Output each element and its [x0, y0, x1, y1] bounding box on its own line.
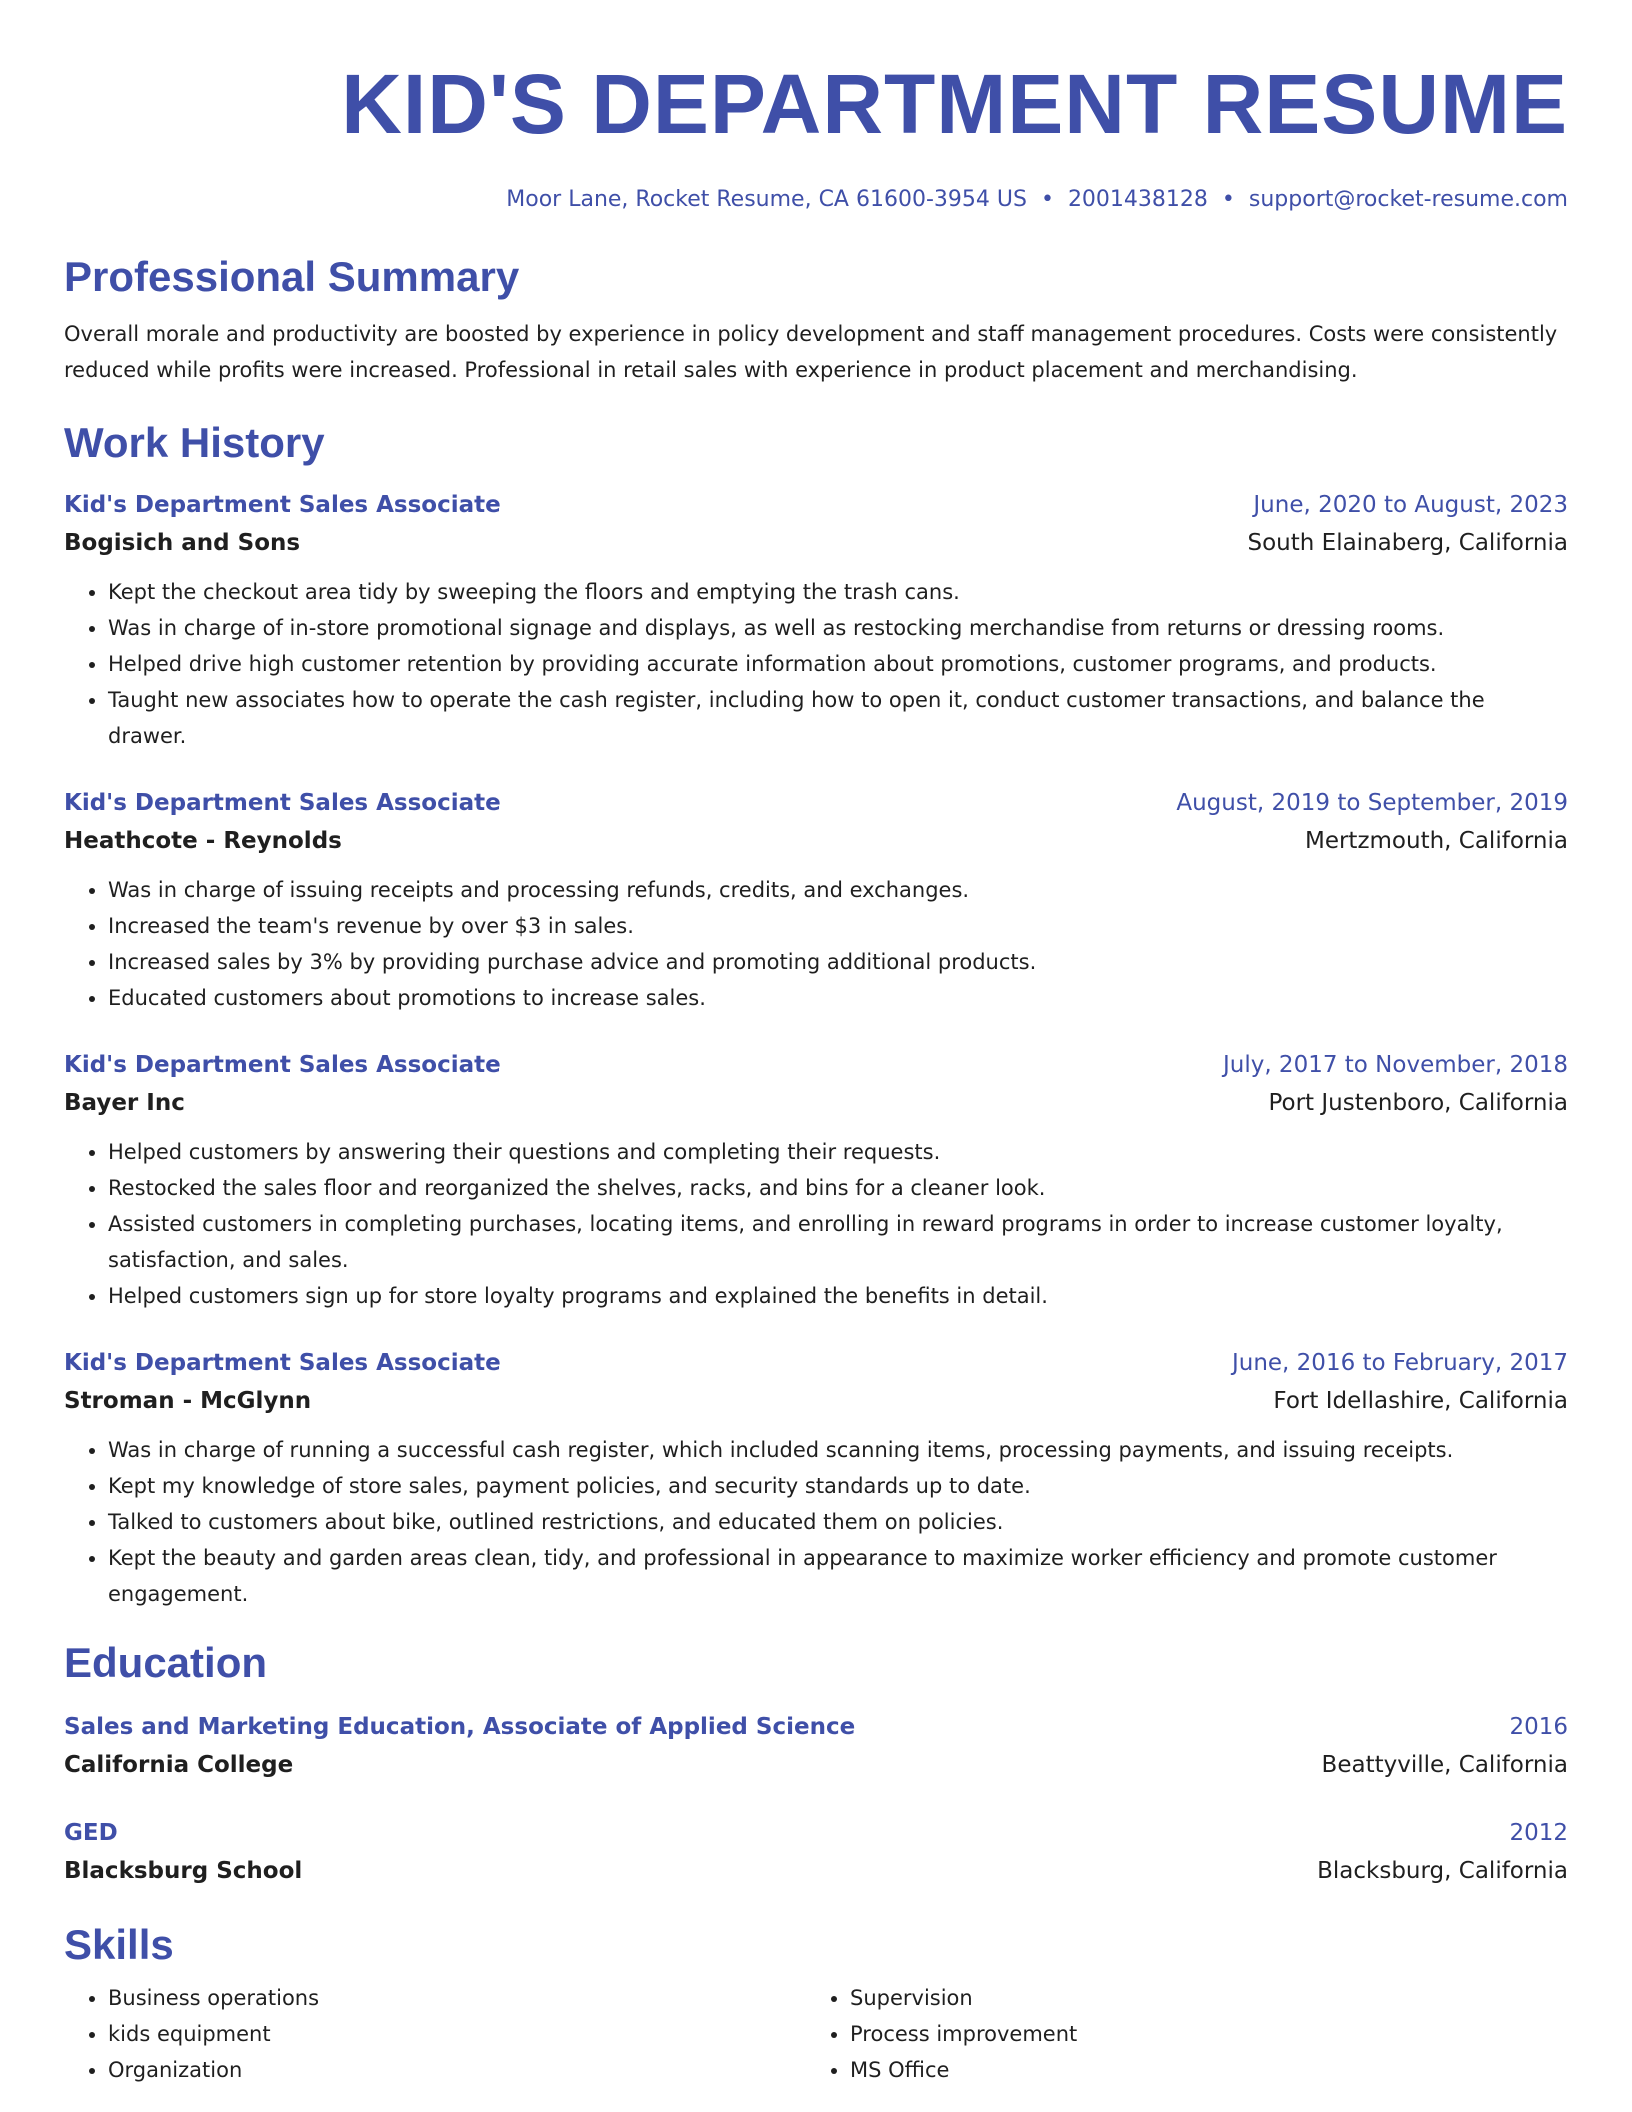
skill-item: • kids equipment [108, 2016, 806, 2052]
job-bullet: • Helped customers sign up for store loyalty programs and explained the benefits in detail. [108, 1278, 1568, 1314]
job-bullet: • Was in charge of running a successful cash register, which included scanning items, processing payments, and issuing receipts. [108, 1432, 1568, 1468]
summary-heading: Professional Summary [64, 253, 520, 300]
skill-item: • MS Office [850, 2052, 1548, 2088]
job-bullet: • Was in charge of in-store promotional signage and displays, as well as restocking merchandise from returns or dressing rooms. [108, 610, 1568, 646]
education-school: Blacksburg School [64, 1858, 303, 1884]
contact-line [64, 186, 1568, 214]
job-role: Kid's Department Sales Associate [64, 790, 501, 816]
job-bullet: • Helped drive high customer retention by providing accurate information about promotions, customer programs, and products. [108, 646, 1568, 682]
job-bullets [64, 1432, 1568, 1612]
job-bullet: • Increased sales by 3% by providing purchase advice and promoting additional products. [108, 944, 1568, 980]
job-location: Port Justenboro, California [1268, 1090, 1568, 1116]
job-location: Fort Idellashire, California [1273, 1388, 1568, 1414]
job-role: Kid's Department Sales Associate [64, 1350, 501, 1376]
education-degree: GED [64, 1820, 118, 1846]
job-bullet: • Helped customers by answering their questions and completing their requests. [108, 1134, 1568, 1170]
skill-item: • Process improvement [850, 2016, 1548, 2052]
job-bullet: • Kept the checkout area tidy by sweeping the floors and emptying the trash cans. [108, 574, 1568, 610]
education-location: Blacksburg, California [1317, 1858, 1568, 1884]
job-company: Stroman - McGlynn [64, 1388, 312, 1414]
job-location: South Elainaberg, California [1247, 530, 1568, 556]
education-school: California College [64, 1752, 294, 1778]
job-entry [64, 1046, 1568, 1314]
job-dates: July, 2017 to November, 2018 [1222, 1052, 1568, 1078]
contact-email[interactable]: support@rocket-resume.com [1248, 187, 1568, 212]
job-dates: June, 2016 to February, 2017 [1231, 1350, 1568, 1376]
resume-header [64, 0, 1568, 214]
job-bullet: • Educated customers about promotions to increase sales. [108, 980, 1568, 1016]
job-bullet: • Increased the team's revenue by over $3 in sales. [108, 908, 1568, 944]
skills-list [64, 1980, 1568, 2088]
job-bullets [64, 872, 1568, 1016]
skill-item: • Organization [108, 2052, 806, 2088]
skills-column-right [806, 1980, 1548, 2088]
resume-title: KID'S DEPARTMENT RESUME [341, 57, 1568, 151]
contact-separator: • [1040, 187, 1054, 212]
work-history-heading: Work History [64, 419, 325, 466]
job-bullets [64, 574, 1568, 754]
job-entry [64, 1344, 1568, 1612]
skill-item: • Business operations [108, 1980, 806, 2016]
job-bullet: • Kept the beauty and garden areas clean, tidy, and professional in appearance to maximize worker efficiency and promote customer engagement. [108, 1540, 1568, 1612]
job-company: Bayer Inc [64, 1090, 185, 1116]
education-location: Beattyville, California [1321, 1752, 1568, 1778]
education-heading: Education [64, 1639, 268, 1686]
job-dates: August, 2019 to September, 2019 [1176, 790, 1568, 816]
summary-text: Overall morale and productivity are boosted by experience in policy development and staff management procedures. Costs were consistently reduced while profits were increased. Professional in retail sales with experience in product placement and merchandising. [64, 322, 1558, 382]
job-role: Kid's Department Sales Associate [64, 1052, 501, 1078]
skills-heading: Skills [64, 1921, 174, 1968]
contact-phone: 2001438128 [1067, 187, 1208, 212]
job-bullet: • Kept my knowledge of store sales, payment policies, and security standards up to date. [108, 1468, 1568, 1504]
job-entry [64, 486, 1568, 754]
job-company: Bogisich and Sons [64, 530, 301, 556]
education-entry [64, 1708, 1568, 1784]
job-bullet: • Taught new associates how to operate the cash register, including how to open it, conduct customer transactions, and balance the drawer. [108, 682, 1568, 754]
job-bullet: • Talked to customers about bike, outlined restrictions, and educated them on policies. [108, 1504, 1568, 1540]
education-degree: Sales and Marketing Education, Associate of Applied Science [64, 1714, 856, 1740]
education-entry [64, 1814, 1568, 1890]
job-role: Kid's Department Sales Associate [64, 492, 501, 518]
job-bullet: • Restocked the sales floor and reorganized the shelves, racks, and bins for a cleaner look. [108, 1170, 1568, 1206]
job-bullets [64, 1134, 1568, 1314]
education-year: 2012 [1509, 1820, 1568, 1846]
skills-column-left [64, 1980, 806, 2088]
contact-address: Moor Lane, Rocket Resume, CA 61600-3954 US [506, 187, 1027, 212]
skill-item: • Supervision [850, 1980, 1548, 2016]
contact-separator: • [1221, 187, 1235, 212]
job-location: Mertzmouth, California [1304, 828, 1568, 854]
job-bullet: • Assisted customers in completing purchases, locating items, and enrolling in reward programs in order to increase customer loyalty, satisfaction, and sales. [108, 1206, 1568, 1278]
job-dates: June, 2020 to August, 2023 [1253, 492, 1568, 518]
job-entry [64, 784, 1568, 1016]
job-bullet: • Was in charge of issuing receipts and processing refunds, credits, and exchanges. [108, 872, 1568, 908]
education-year: 2016 [1509, 1714, 1568, 1740]
job-company: Heathcote - Reynolds [64, 828, 342, 854]
